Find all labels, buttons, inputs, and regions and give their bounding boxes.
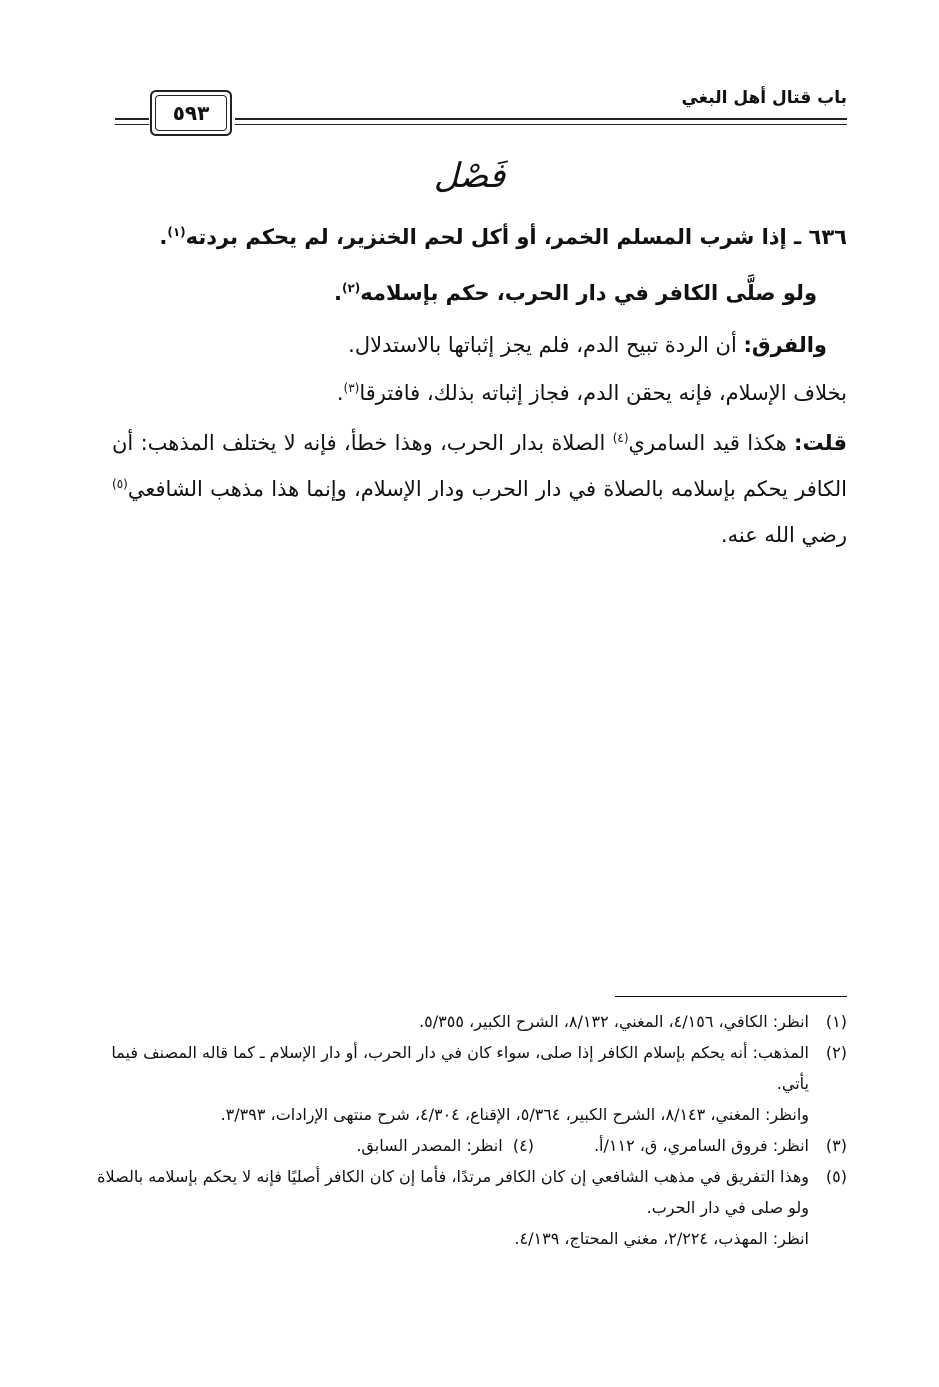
footnote-number: (١) [825, 1012, 847, 1031]
footnotes [92, 1006, 847, 1254]
footnote-line: انظر: الكافي، ٤/١٥٦، المغني، ٨/١٣٢، الشرح الكبير، ٥/٣٥٥. [419, 1012, 809, 1031]
footnote-line: وهذا التفريق في مذهب الشافعي إن كان الكافر مرتدًا، فأما إن كان الكافر أصليًا فإنه لا يحكم بإسلامه بالصلاة ولو صلى في دار الحرب. [97, 1167, 809, 1217]
header-rule-left-thin [115, 124, 149, 125]
comment-label: قلت: [794, 431, 847, 455]
footnote-ref-4: (٤) [612, 431, 629, 445]
footnote-2 [92, 1037, 847, 1130]
difference-text: أن الردة تبيح الدم، فلم يجز إثباتها بالاستدلال. [348, 333, 744, 357]
footnote-body [92, 1006, 809, 1037]
punctuation: . [336, 381, 344, 405]
header-rule-right-thin [235, 124, 847, 125]
footnote-ref-1: (١) [167, 225, 186, 239]
footnote-number: (٢) [825, 1043, 847, 1062]
issue-text: ٦٣٦ ـ إذا شرب المسلم الخمر، أو أكل لحم الخنزير، لم يحكم بردته [185, 225, 847, 249]
comment-text-a: هكذا قيد السامري [628, 431, 795, 455]
footnote-number: (٤) [512, 1136, 534, 1155]
footnote-separator [615, 996, 847, 997]
footnote-line: انظر: المهذب، ٢/٢٢٤، مغني المحتاج، ٤/١٣٩. [514, 1229, 809, 1248]
page-number-frame [150, 90, 232, 136]
page-number: ٥٩٣ [172, 101, 210, 125]
footnote-ref-5: (٥) [112, 477, 128, 491]
issue-636-second-clause [82, 270, 817, 316]
punctuation: . [159, 225, 168, 249]
section-heading: فَصْل [433, 156, 506, 196]
issue-636-statement [112, 214, 847, 260]
difference-paragraph [92, 322, 827, 368]
footnote-body [92, 1161, 809, 1254]
header-rule-left [115, 118, 149, 120]
comment-text-b: الصلاة بدار الحرب، وهذا خطأ، فإنه لا يختلف المذهب: أن الكافر يحكم بإسلامه بالصلاة في دار الحرب ودار الإسلام، وإنما هذا مذهب الشافعي [112, 431, 847, 501]
footnote-line: وانظر: المغني، ٨/١٤٣، الشرح الكبير، ٥/٣٦٤، الإقناع، ٤/٣٠٤، شرح منتهى الإرادات، ٣/٣٩٣. [220, 1105, 809, 1124]
footnote-1 [92, 1006, 847, 1037]
running-title: باب قتال أهل البغي [681, 88, 847, 108]
footnote-line: انظر: فروق السامري، ق، ١١٢/أ. [593, 1136, 809, 1155]
contrast-paragraph [112, 370, 847, 416]
contrast-text: بخلاف الإسلام، فإنه يحقن الدم، فجاز إثباته بذلك، فافترقا [359, 381, 847, 405]
footnote-body [92, 1130, 809, 1161]
footnote-line: المذهب: أنه يحكم بإسلام الكافر إذا صلى، سواء كان في دار الحرب، أو دار الإسلام ـ كما قاله المصنف فيما يأتي. [111, 1043, 809, 1093]
clause-text: ولو صلَّى الكافر في دار الحرب، حكم بإسلامه [360, 281, 817, 305]
footnote-ref-2: (٢) [341, 281, 361, 295]
difference-label: والفرق: [743, 333, 827, 357]
footnote-line: انظر: المصدر السابق. [356, 1136, 503, 1155]
footnote-5 [92, 1161, 847, 1254]
footnote-number: (٥) [825, 1167, 847, 1186]
footnote-body [92, 1037, 809, 1130]
footnote-ref-3: (٣) [343, 381, 360, 395]
footnote-number: (٣) [825, 1136, 847, 1155]
punctuation: . [333, 281, 342, 305]
header-rule-right [235, 118, 847, 120]
footnote-3-4 [92, 1130, 847, 1161]
author-comment-paragraph [112, 420, 847, 558]
comment-end: رضي الله عنه. [720, 523, 847, 547]
